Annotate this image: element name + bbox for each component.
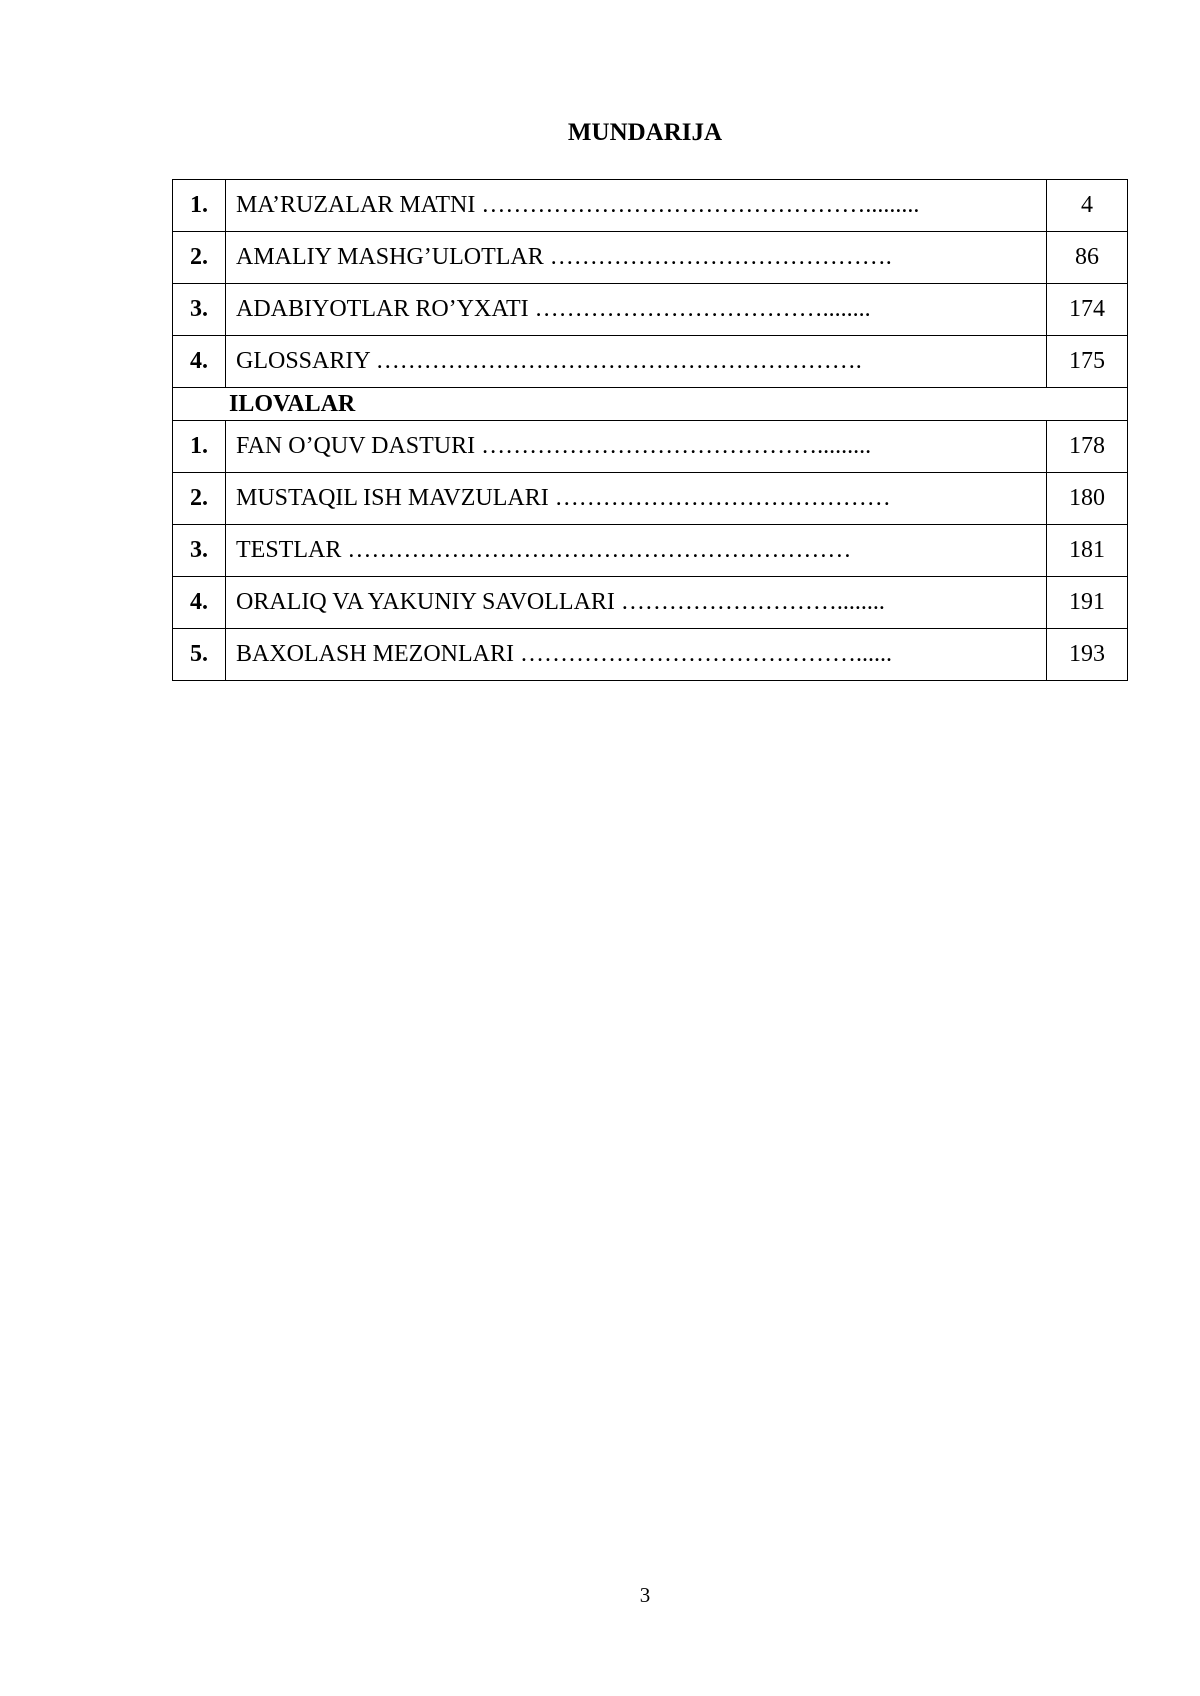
toc-row[interactable] (173, 284, 1128, 336)
toc-page: 181 (1047, 525, 1128, 577)
toc-number: 1. (173, 180, 226, 232)
page-number: 3 (639, 1583, 651, 1607)
toc-number: 1. (173, 421, 226, 473)
toc-page: 191 (1047, 577, 1128, 629)
toc-title[interactable]: BAXOLASH MEZONLARI ……………………………………...... (226, 629, 1047, 681)
toc-row[interactable] (173, 525, 1128, 577)
toc-title[interactable]: AMALIY MASHG’ULOTLAR ……………………………………. (226, 232, 1047, 284)
toc-page: 174 (1047, 284, 1128, 336)
toc-number: 4. (173, 336, 226, 388)
toc-row[interactable] (173, 232, 1128, 284)
toc-page: 86 (1047, 232, 1128, 284)
toc-title[interactable]: ORALIQ VA YAKUNIY SAVOLLARI ………………………........ (226, 577, 1047, 629)
toc-number: 3. (173, 525, 226, 577)
toc-row[interactable] (173, 629, 1128, 681)
page-title: MUNDARIJA (567, 119, 723, 146)
toc-page: 180 (1047, 473, 1128, 525)
toc-page: 175 (1047, 336, 1128, 388)
section-label: ILOVALAR (173, 388, 1128, 421)
toc-number: 2. (173, 232, 226, 284)
section-header-row (173, 388, 1128, 421)
toc-number: 2. (173, 473, 226, 525)
toc-row[interactable] (173, 473, 1128, 525)
toc-page: 4 (1047, 180, 1128, 232)
toc-title[interactable]: FAN O’QUV DASTURI ……………………………………......... (226, 421, 1047, 473)
toc-row[interactable] (173, 577, 1128, 629)
toc-row[interactable] (173, 421, 1128, 473)
toc-title[interactable]: MA’RUZALAR MATNI …………………………………………......... (226, 180, 1047, 232)
toc-row[interactable] (173, 336, 1128, 388)
table-of-contents (172, 179, 1128, 681)
toc-number: 5. (173, 629, 226, 681)
toc-title[interactable]: GLOSSARIY ……………………………………………………. (226, 336, 1047, 388)
toc-page: 178 (1047, 421, 1128, 473)
toc-title[interactable]: TESTLAR ……………………………………………………… (226, 525, 1047, 577)
toc-number: 3. (173, 284, 226, 336)
toc-row[interactable] (173, 180, 1128, 232)
toc-number: 4. (173, 577, 226, 629)
toc-title[interactable]: ADABIYOTLAR RO’YXATI ………………………………........ (226, 284, 1047, 336)
toc-title[interactable]: MUSTAQIL ISH MAVZULARI …………………………………… (226, 473, 1047, 525)
toc-page: 193 (1047, 629, 1128, 681)
